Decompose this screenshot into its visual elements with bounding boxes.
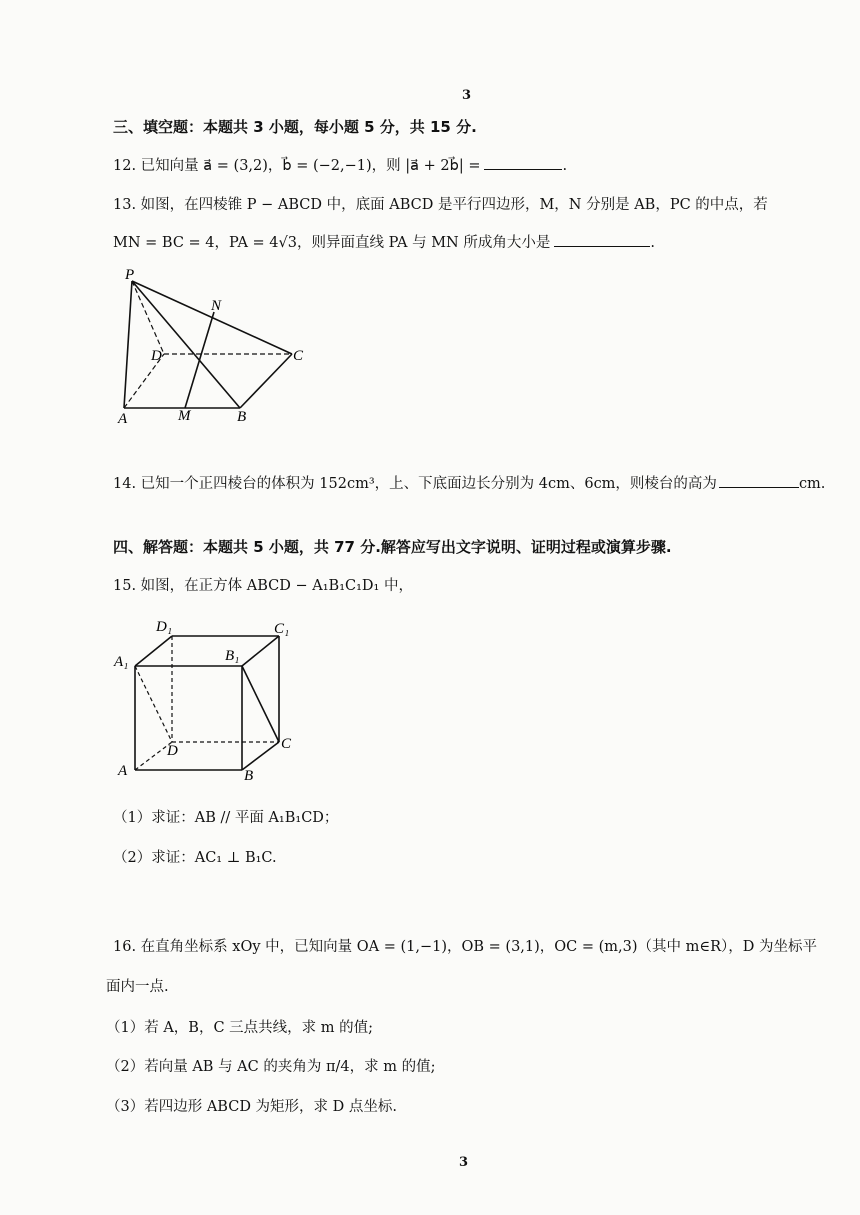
figure-label: D₁: [156, 619, 173, 635]
question-15-part-2: （2）求证：AC₁ ⊥ B₁C.: [113, 850, 277, 866]
question-16-part-2: （2）若向量 AB 与 AC 的夹角为 π/4，求 m 的值;: [106, 1059, 436, 1075]
figure-label: A: [118, 763, 128, 779]
cube-figure: [110, 614, 310, 784]
question-16-line-2: 面内一点.: [106, 979, 169, 995]
answer-blank: [719, 473, 799, 488]
figure-label: A₁: [114, 654, 129, 670]
question-13-line-1: 13. 如图，在四棱锥 P − ABCD 中，底面 ABCD 是平行四边形，M，N 分别是 AB，PC 的中点，若: [113, 197, 768, 213]
figure-label: C: [281, 736, 292, 752]
figure-label: A: [118, 411, 128, 427]
question-15-part-1: （1）求证：AB // 平面 A₁B₁CD；: [113, 810, 339, 826]
question-13-text: MN = BC = 4，PA = 4√3，则异面直线 PA 与 MN 所成角大小是: [113, 235, 551, 251]
figure-label: D: [151, 348, 162, 364]
figure-label: B: [244, 768, 254, 784]
question-14-unit: cm.: [798, 476, 826, 492]
figure-label: P: [125, 267, 135, 283]
answer-blank: [554, 232, 650, 247]
question-14: [113, 472, 825, 493]
question-12: [113, 154, 567, 175]
answer-blank: [484, 155, 562, 170]
figure-label: D: [167, 743, 178, 759]
figure-label: M: [178, 408, 191, 424]
question-14-text: 14. 已知一个正四棱台的体积为 152cm³，上、下底面边长分别为 4cm、6cm，则棱台的高为: [113, 476, 717, 492]
question-16-part-3: （3）若四边形 ABCD 为矩形，求 D 点坐标.: [106, 1099, 398, 1115]
figure-label: B: [237, 409, 247, 425]
question-13-end: .: [650, 235, 655, 251]
figure-label: C: [293, 348, 304, 364]
question-16-line-1: 16. 在直角坐标系 xOy 中，已知向量 OA = (1,−1)，OB = (3,1)，OC = (m,3)（其中 m∈R），D 为坐标平: [113, 939, 818, 955]
figure-label: N: [211, 298, 222, 314]
figure-label: C₁: [274, 621, 290, 637]
pyramid-figure: [110, 266, 320, 428]
page-number-top: 3: [462, 88, 472, 103]
section-3-heading: 三、填空题：本题共 3 小题，每小题 5 分，共 15 分.: [113, 118, 477, 136]
question-16-part-1: （1）若 A，B，C 三点共线，求 m 的值;: [106, 1020, 374, 1036]
figure-label: B₁: [225, 648, 240, 664]
question-12-text: 12. 已知向量 a⃗ = (3,2)，b⃗ = (−2,−1)，则 |a⃗ + 2b⃗| =: [113, 158, 481, 174]
question-15-intro: 15. 如图，在正方体 ABCD − A₁B₁C₁D₁ 中，: [113, 578, 413, 594]
page-number-bottom: 3: [459, 1155, 469, 1170]
question-13-line-2: [113, 231, 655, 252]
question-12-end: .: [562, 158, 568, 174]
section-4-heading: 四、解答题：本题共 5 小题，共 77 分.解答应写出文字说明、证明过程或演算步骤.: [113, 538, 672, 556]
